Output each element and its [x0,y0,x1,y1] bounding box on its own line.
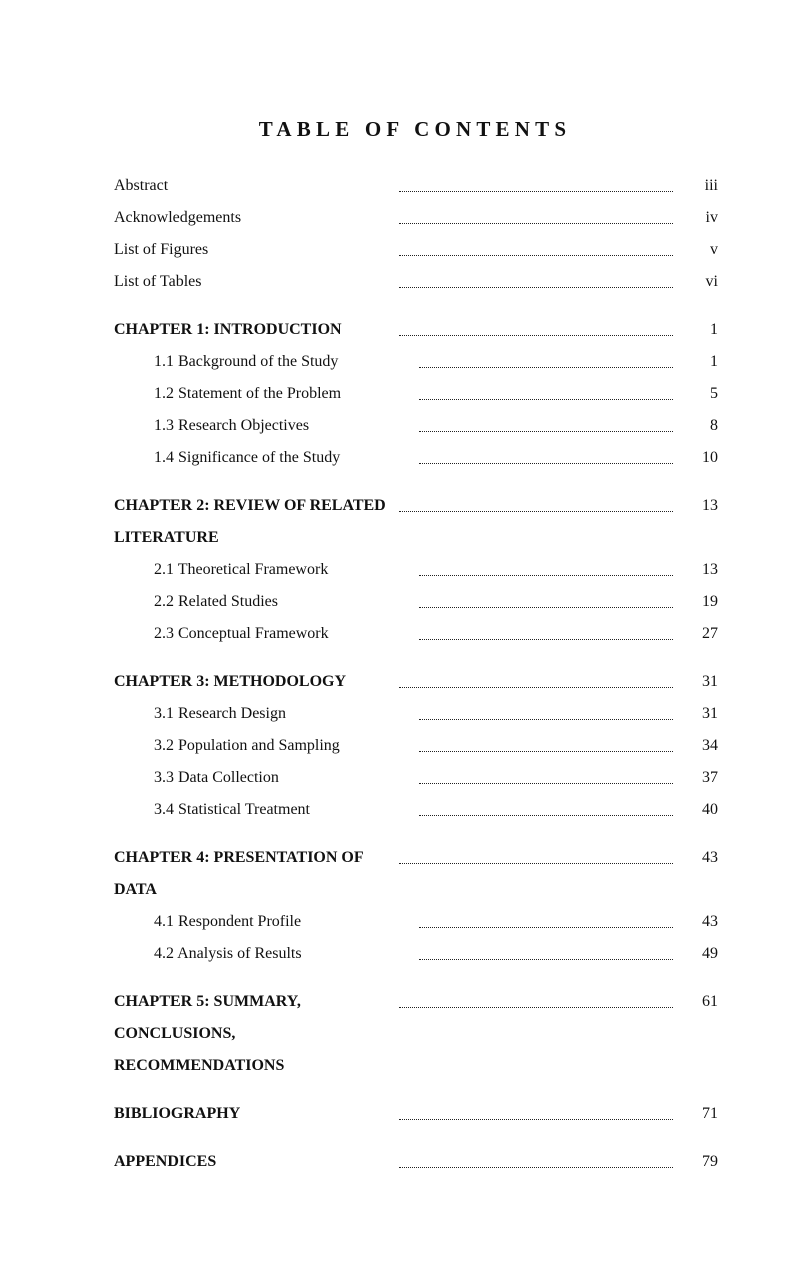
dot-leader [419,463,673,464]
section-label: 2.3 Conceptual Framework [154,625,329,642]
page-number: 71 [702,1105,718,1122]
page-number: 61 [702,993,718,1010]
entry-label: BIBLIOGRAPHY [114,1105,241,1122]
toc-entry-section-1-2[interactable] [0,384,794,416]
toc-entry-chapter-5[interactable] [0,992,794,1024]
page-number: 8 [710,417,718,434]
dot-leader [419,959,673,960]
toc-entry-section-4-2[interactable] [0,944,794,976]
page-number: vi [705,273,718,290]
toc-entry-section-1-3[interactable] [0,416,794,448]
dot-leader [419,367,673,368]
toc-entry-chapter-4[interactable] [0,848,794,880]
dot-leader [419,815,673,816]
page-number: 1 [710,353,718,370]
entry-label: List of Figures [114,241,209,258]
section-label: 3.3 Data Collection [154,769,279,786]
page-title: TABLE OF CONTENTS [258,117,572,142]
page-number: 43 [702,849,718,866]
page-number: 10 [702,449,718,466]
toc-entry-section-2-3[interactable] [0,624,794,656]
page-number: iv [705,209,718,226]
section-label: 3.1 Research Design [154,705,286,722]
page-number: 1 [710,321,718,338]
dot-leader [419,575,673,576]
section-label: 2.1 Theoretical Framework [154,561,329,578]
page-number: iii [704,177,718,194]
entry-label: Abstract [114,177,169,194]
page-number: 13 [702,561,718,578]
page-number: 34 [702,737,718,754]
dot-leader [419,783,673,784]
dot-leader [419,927,673,928]
dot-leader [399,335,673,336]
page-number: 37 [702,769,718,786]
page-number: 19 [702,593,718,610]
toc-entry-section-1-1[interactable] [0,352,794,384]
chapter-label-continuation: RECOMMENDATIONS [114,1057,285,1074]
section-label: 1.1 Background of the Study [154,353,339,370]
dot-leader [419,399,673,400]
toc-entry-list-of-tables[interactable] [0,272,794,304]
section-label: 4.1 Respondent Profile [154,913,302,930]
chapter-label: CHAPTER 5: SUMMARY, [114,993,301,1010]
section-label: 3.2 Population and Sampling [154,737,340,754]
dot-leader [419,431,673,432]
dot-leader [419,639,673,640]
page-number: 31 [702,705,718,722]
page-number: 40 [702,801,718,818]
chapter-label: CHAPTER 3: METHODOLOGY [114,673,347,690]
dot-leader [419,719,673,720]
chapter-label: CHAPTER 1: INTRODUCTION [114,321,342,338]
section-label: 1.2 Statement of the Problem [154,385,342,402]
toc-entry-section-1-4[interactable] [0,448,794,480]
dot-leader [399,223,673,224]
toc-entry-list-of-figures[interactable] [0,240,794,272]
dot-leader [399,687,673,688]
dot-leader [399,863,673,864]
page-number: 79 [702,1153,718,1170]
toc-entry-bibliography[interactable] [0,1104,794,1136]
page-number: 5 [710,385,718,402]
chapter-label-continuation: CONCLUSIONS, [114,1025,236,1042]
dot-leader [399,511,673,512]
dot-leader [399,255,673,256]
page-number: v [710,241,718,258]
toc-entry-abstract[interactable] [0,176,794,208]
section-label: 2.2 Related Studies [154,593,278,610]
dot-leader [419,607,673,608]
dot-leader [419,751,673,752]
toc-entry-section-3-3[interactable] [0,768,794,800]
toc-entry-chapter-1[interactable] [0,320,794,352]
toc-entry-section-3-1[interactable] [0,704,794,736]
chapter-label: CHAPTER 4: PRESENTATION OF [114,849,364,866]
toc-entry-section-3-2[interactable] [0,736,794,768]
toc-entry-acknowledgements[interactable] [0,208,794,240]
toc-entry-chapter-3[interactable] [0,672,794,704]
page-number: 27 [702,625,718,642]
toc-entry-section-2-1[interactable] [0,560,794,592]
toc-entry-appendices[interactable] [0,1152,794,1184]
entry-label: Acknowledgements [114,209,242,226]
page-number: 49 [702,945,718,962]
chapter-label-continuation: DATA [114,881,157,898]
page-number: 13 [702,497,718,514]
chapter-label: CHAPTER 2: REVIEW OF RELATED [114,497,386,514]
page-number: 31 [702,673,718,690]
entry-label: List of Tables [114,273,202,290]
dot-leader [399,191,673,192]
toc-entry-chapter-2[interactable] [0,496,794,528]
toc-entry-section-2-2[interactable] [0,592,794,624]
entry-label: APPENDICES [114,1153,217,1170]
chapter-label-continuation: LITERATURE [114,529,219,546]
section-label: 1.4 Significance of the Study [154,449,341,466]
dot-leader [399,1119,673,1120]
toc-entry-section-4-1[interactable] [0,912,794,944]
dot-leader [399,287,673,288]
section-label: 4.2 Analysis of Results [154,945,302,962]
page-number: 43 [702,913,718,930]
section-label: 1.3 Research Objectives [154,417,310,434]
dot-leader [399,1007,673,1008]
section-label: 3.4 Statistical Treatment [154,801,310,818]
toc-entry-section-3-4[interactable] [0,800,794,832]
dot-leader [399,1167,673,1168]
